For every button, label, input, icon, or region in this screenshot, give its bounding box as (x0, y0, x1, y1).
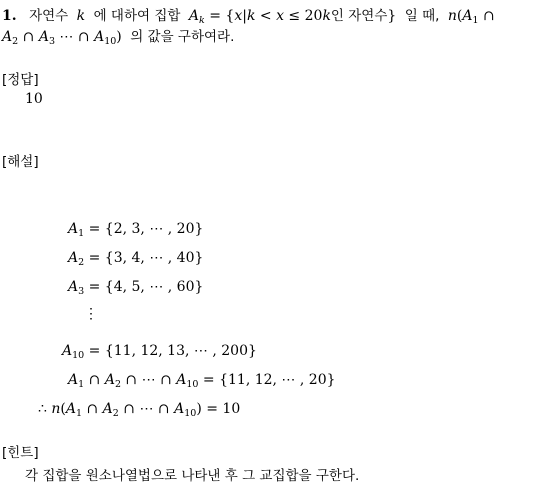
hint-label: [힌트] (2, 445, 39, 461)
answer-label: [정답] (2, 72, 39, 88)
solution-line-a10: $A_{10} = \{11$, 12, 13, ⋯ , 200} (62, 343, 257, 361)
solution-line-a3: $A_3 = \{4$, 5, ⋯ , 60} (68, 279, 204, 297)
hint-text: 각 집합을 원소나열법으로 나타낸 후 그 교집합을 구한다. (25, 468, 360, 484)
problem-text-4: 의 값을 구하여라. (130, 29, 235, 45)
solution-line-conclusion: ∴ $n(A_1$ ∩ $A_2$ ∩ ⋯ ∩ $A_{10}) = 10$ (38, 401, 241, 419)
problem-line-2 (2, 25, 234, 45)
solution-label: [해설] (2, 154, 39, 170)
problem-line-1 (2, 4, 495, 24)
problem-number: 1. (2, 8, 17, 24)
solution-line-a1: $A_1 = \{2$, 3, ⋯ , 20} (68, 221, 204, 239)
problem-text-1: 자연수 (29, 8, 69, 24)
vertical-ellipsis: ⋮ (84, 306, 98, 322)
var-k: k (76, 8, 86, 24)
expr-end: $A_2$ ∩ $A_3$ ⋯ ∩ $A_{10}$) (2, 29, 122, 47)
problem-text-3: 일 때, (404, 8, 440, 24)
expr-start: $n(A_1$ ∩ (447, 8, 495, 26)
solution-line-a2: $A_2 = \{3$, 4, ⋯ , 40} (68, 250, 204, 268)
solution-line-intersection: $A_1$ ∩ $A_2$ ∩ ⋯ ∩ $A_{10} = \{11$, 12, ⋯ , 20} (68, 372, 336, 390)
set-definition: $A_k = \{x|k < x \le 20k$인 자연수} (188, 8, 397, 26)
answer-value: 10 (25, 91, 43, 107)
problem-text-2: 에 대하여 집합 (93, 8, 181, 24)
